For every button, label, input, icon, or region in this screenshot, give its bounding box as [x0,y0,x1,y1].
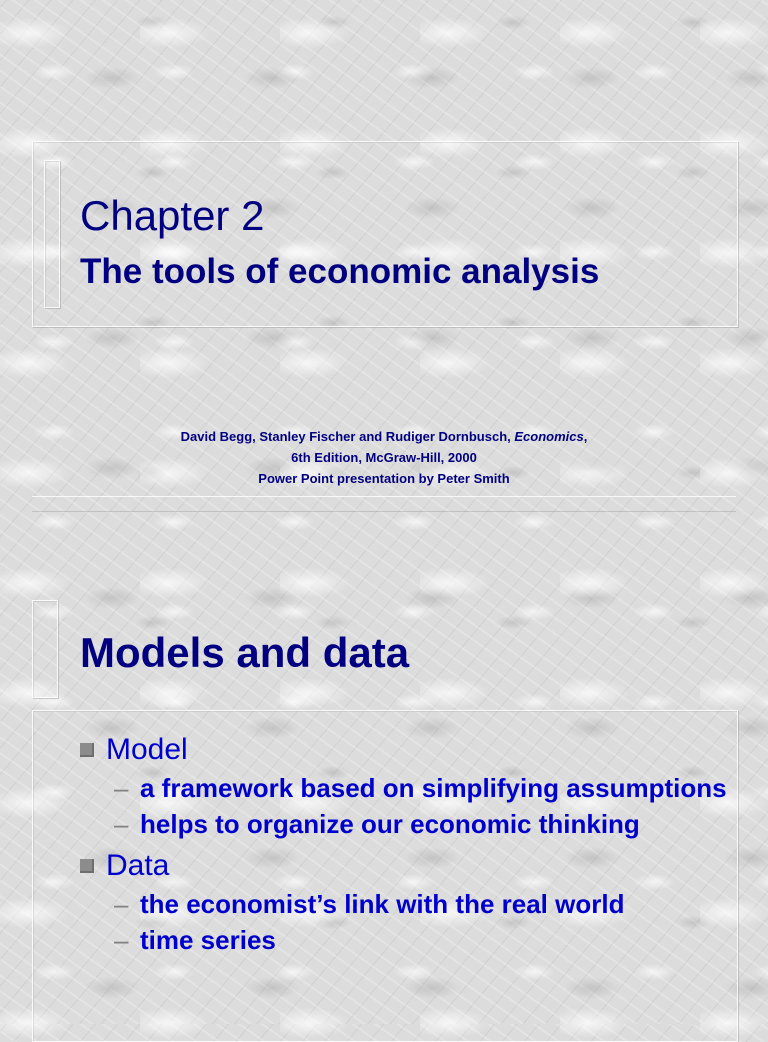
dash-bullet-icon: – [114,925,129,955]
bullet-item [80,846,730,886]
sub-bullet-text: time series [140,925,276,955]
dash-bullet-icon: – [114,889,129,919]
sub-bullet-text: a framework based on simplifying assumptions [140,773,727,803]
chapter-subtitle: The tools of economic analysis [80,252,600,291]
title-accent-bar [32,600,58,698]
dash-bullet-icon: – [114,773,129,803]
sub-bullet-item [114,770,730,806]
credits-presenter: Power Point presentation by Peter Smith [258,471,510,486]
sub-bullet-item [114,886,730,922]
credits-authors-line [0,426,768,447]
credits-comma: , [583,429,588,444]
bullet-label: Model [106,733,188,766]
slide-divider [32,496,736,512]
bullet-list [80,730,730,958]
dash-bullet-icon: – [114,809,129,839]
sub-bullet-text: the economist’s link with the real world [140,889,625,919]
slide-title: Models and data [80,629,410,676]
bullet-label: Data [106,849,170,882]
chapter-title: Chapter 2 [80,192,265,239]
title-accent-bar [44,160,60,308]
credits-edition: 6th Edition, McGraw-Hill, 2000 [291,450,477,465]
credits-book-title: Economics [514,429,584,444]
credits [0,426,768,489]
sub-bullet-item [114,922,730,958]
slide-chapter-title [0,0,768,512]
bullet-item [80,730,730,770]
sub-bullet-item [114,806,730,842]
sub-bullet-text: helps to organize our economic thinking [140,809,640,839]
square-bullet-icon [80,859,94,873]
slide-models-and-data [0,512,768,1024]
square-bullet-icon [80,743,94,757]
credits-authors: David Begg, Stanley Fischer and Rudiger Dornbusch, [180,429,515,444]
